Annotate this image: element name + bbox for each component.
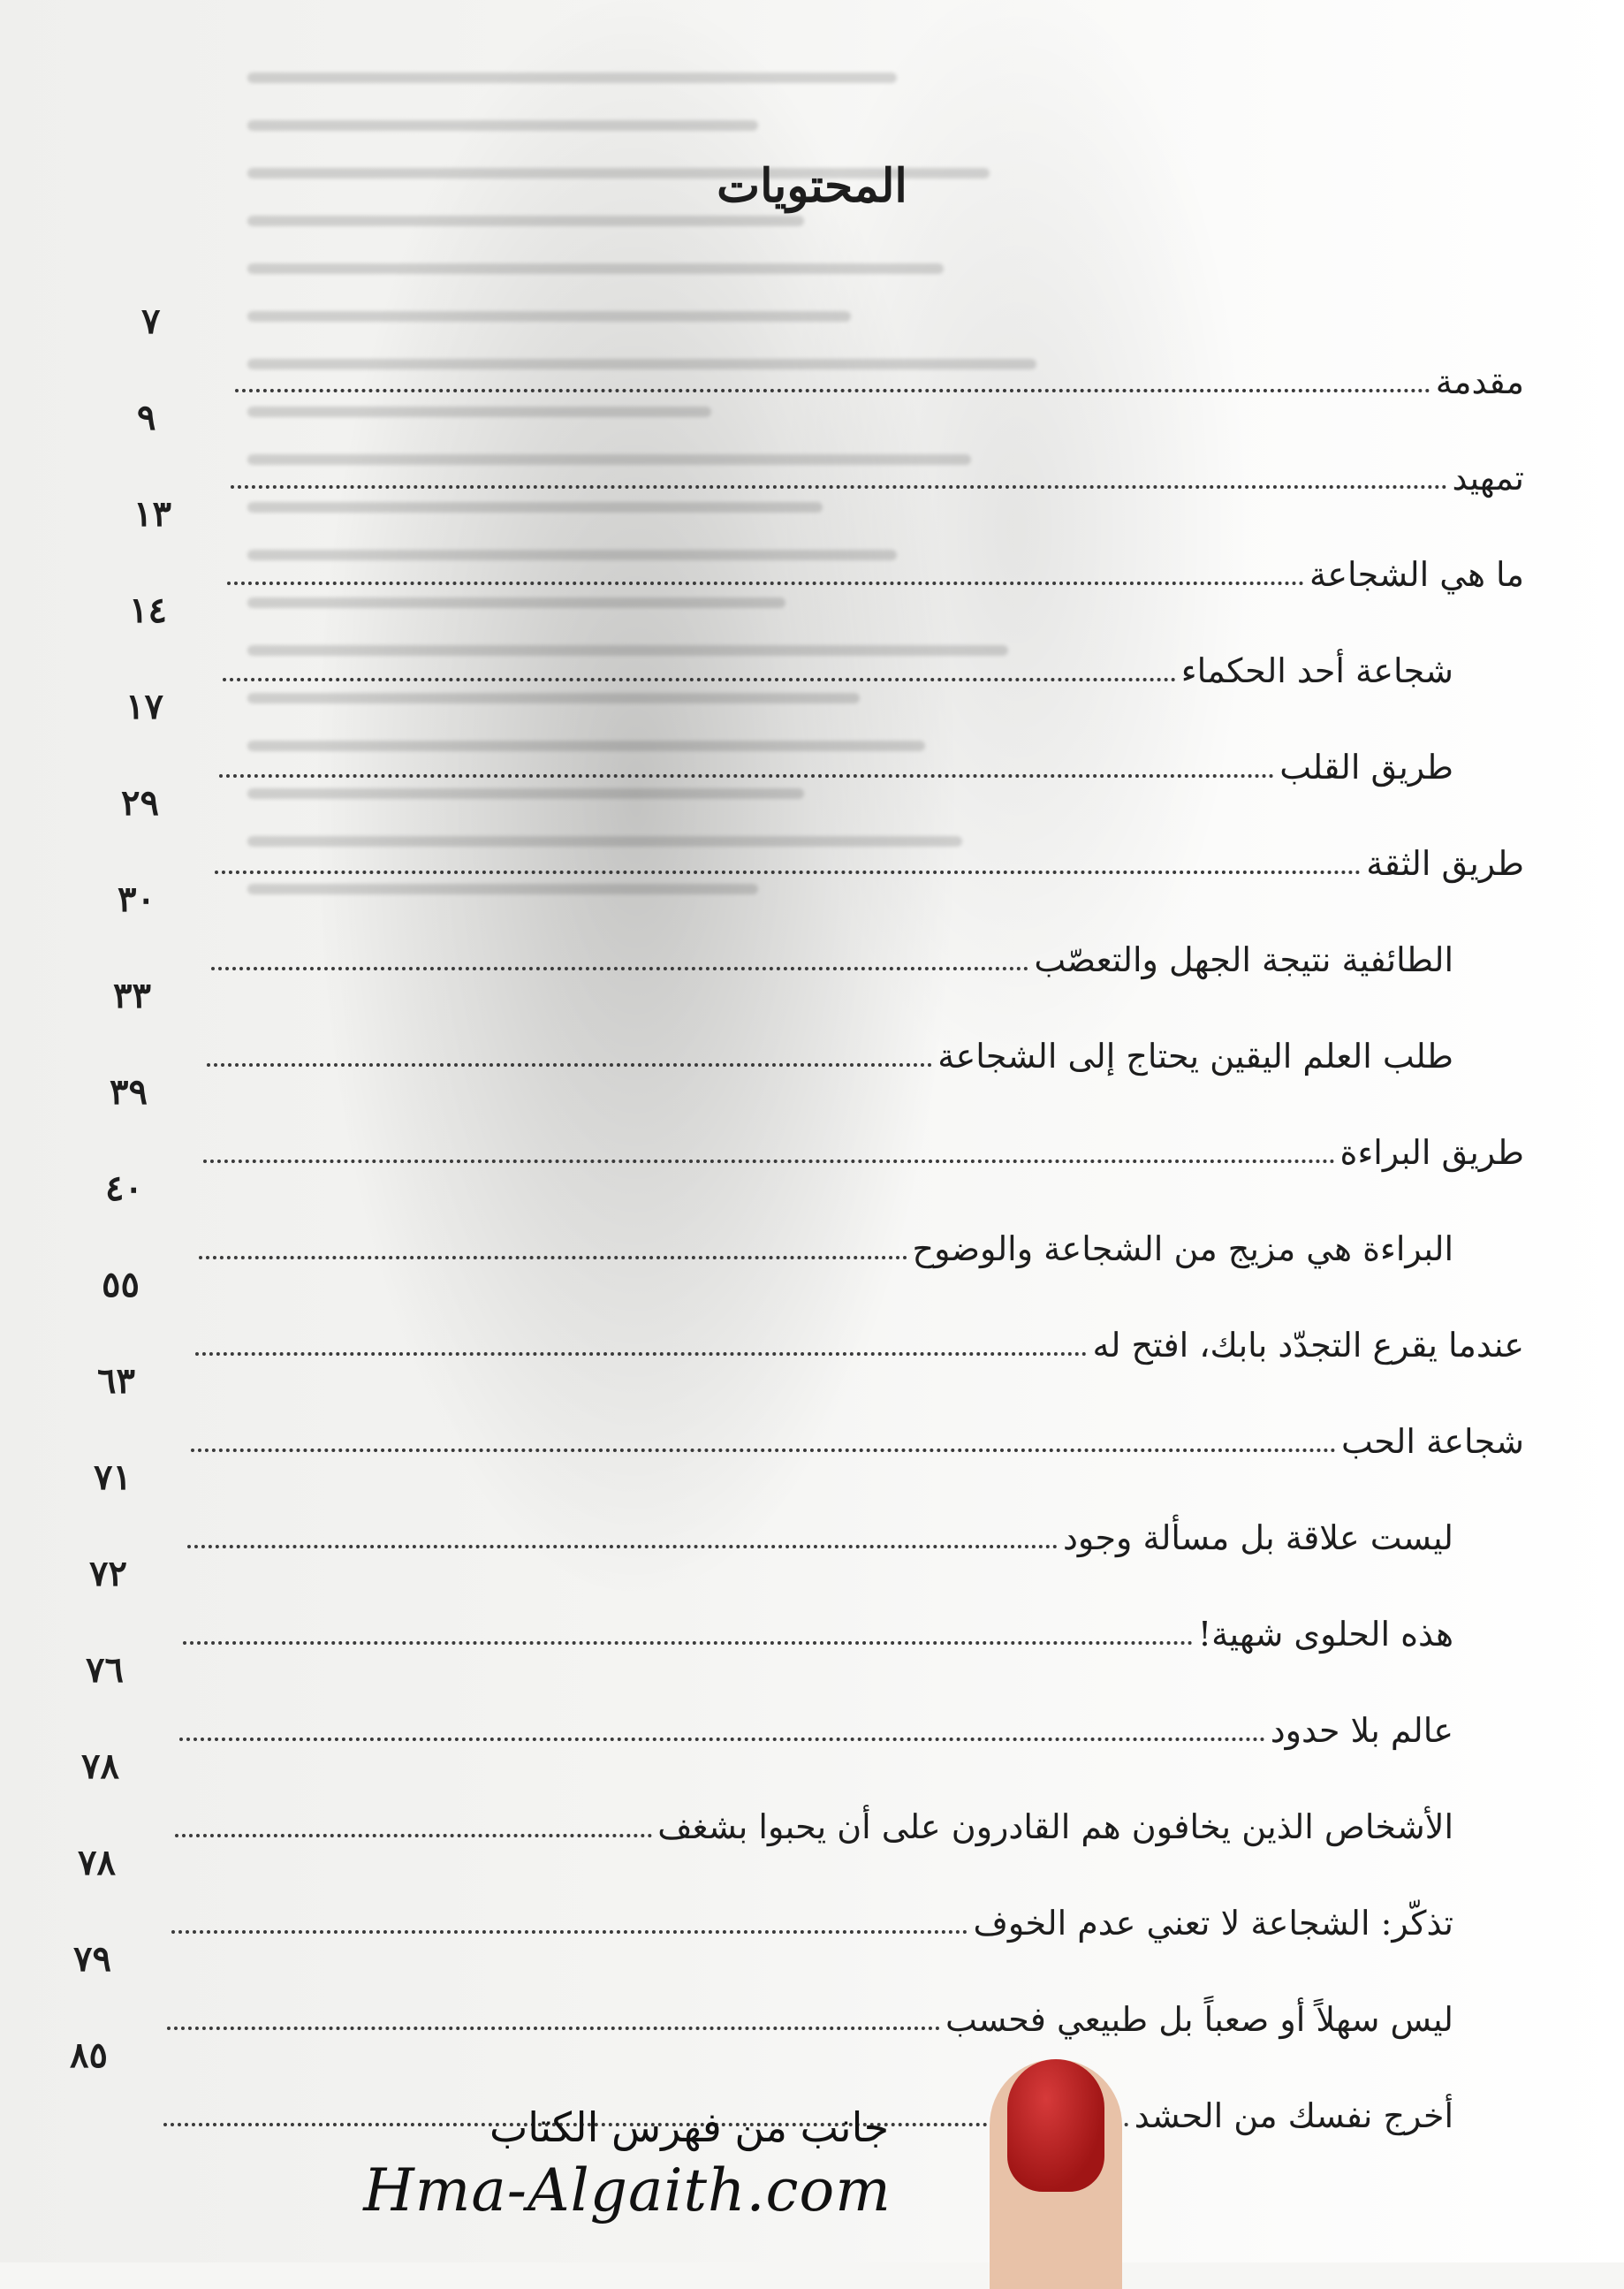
toc-entry-page-number: ٣٣ <box>113 975 151 1016</box>
toc-entry <box>225 459 1524 498</box>
toc-entry-title: شجاعة الحب <box>1340 1422 1524 1461</box>
dot-leader <box>219 771 1274 778</box>
dot-leader <box>211 963 1028 970</box>
toc-entry-page-number: ٤٠ <box>105 1167 143 1209</box>
toc-entry-title: الطائفية نتيجة الجهل والتعصّب <box>1034 940 1453 979</box>
toc-entry-page-number: ٢٩ <box>121 782 159 824</box>
toc-entry <box>162 2000 1453 2039</box>
toc-entry <box>194 1229 1453 1268</box>
toc-entry <box>214 748 1453 787</box>
dot-leader <box>179 1734 1265 1741</box>
dot-leader <box>167 2023 940 2030</box>
dot-leader <box>183 1638 1193 1645</box>
toc-entry <box>209 844 1524 883</box>
toc-entry-title: طريق القلب <box>1279 748 1453 787</box>
toc-entry <box>201 1037 1453 1076</box>
toc-entry-page-number: ٩ <box>137 397 156 438</box>
toc-entry <box>174 1711 1453 1750</box>
toc-entry-page-number: ١٤ <box>129 589 167 631</box>
toc-entry-title: عالم بلا حدود <box>1270 1711 1453 1750</box>
toc-entry-page-number: ٧٨ <box>81 1745 119 1787</box>
dot-leader <box>207 1060 932 1067</box>
toc-entry-title: طريق الثقة <box>1366 844 1524 883</box>
toc-entry-title: طريق البراءة <box>1339 1133 1524 1172</box>
toc-entry-title: أخرج نفسك من الحشد <box>1134 2096 1453 2135</box>
toc-entry <box>170 1807 1453 1846</box>
toc-entry-page-number: ١٧ <box>125 686 163 727</box>
page-title: المحتويات <box>717 159 907 213</box>
toc-entry-title: طلب العلم اليقين يحتاج إلى الشجاعة <box>937 1037 1453 1076</box>
dot-leader <box>203 1156 1335 1163</box>
toc-entry <box>166 1904 1453 1943</box>
caption: جانب من فهرس الكتاب <box>489 2103 890 2151</box>
toc-entry <box>186 1422 1524 1461</box>
toc-entry-page-number: ٦٣ <box>97 1360 135 1402</box>
toc-entry-title: ليس سهلاً أو صعباً بل طبيعي فحسب <box>945 2000 1453 2039</box>
dot-leader <box>199 1252 907 1259</box>
toc-entry-title: عندما يقرع التجدّد بابك، افتح له <box>1092 1326 1524 1365</box>
toc-entry <box>206 940 1453 979</box>
toc-entry <box>222 555 1524 594</box>
dot-leader <box>195 1349 1087 1356</box>
toc-entry <box>182 1518 1453 1557</box>
dot-leader <box>235 385 1430 392</box>
toc-entry-page-number: ٧٦ <box>86 1649 124 1691</box>
toc-entry-page-number: ٨٥ <box>70 2034 108 2076</box>
toc-entry-title: ما هي الشجاعة <box>1309 555 1524 594</box>
toc-entry-page-number: ٥٥ <box>102 1264 140 1305</box>
dot-leader <box>227 578 1304 585</box>
toc-entry-page-number: ١٣ <box>133 493 171 535</box>
toc-entry <box>198 1133 1524 1172</box>
dot-leader <box>191 1445 1336 1452</box>
toc-entry-title: شجاعة أحد الحكماء <box>1180 651 1453 690</box>
toc-entry-title: الأشخاص الذين يخافون هم القادرون على أن يحبوا بشغف <box>657 1807 1453 1846</box>
toc-entry-page-number: ٧٩ <box>73 1938 111 1980</box>
toc-entry-title: ليست علاقة بل مسألة وجود <box>1063 1518 1453 1557</box>
toc-entry <box>217 651 1453 690</box>
toc-entry-title: البراءة هي مزيج من الشجاعة والوضوح <box>912 1229 1453 1268</box>
toc-entry-title: هذه الحلوى شهية! <box>1197 1615 1453 1654</box>
toc-entry-page-number: ٧ <box>141 300 161 342</box>
toc-entry-title: مقدمة <box>1435 362 1524 401</box>
toc-entry-page-number: ٧١ <box>94 1456 132 1498</box>
toc-entry-page-number: ٧٢ <box>89 1553 127 1594</box>
toc-entry-page-number: ٧٨ <box>78 1842 116 1883</box>
toc-entry <box>230 362 1524 401</box>
toc-entry-title: تذكّر: الشجاعة لا تعني عدم الخوف <box>973 1904 1453 1943</box>
dot-leader <box>223 674 1176 681</box>
dot-leader <box>231 482 1447 489</box>
dot-leader <box>171 1927 968 1934</box>
dot-leader <box>187 1541 1058 1548</box>
dot-leader <box>215 867 1361 874</box>
toc-entry <box>190 1326 1524 1365</box>
toc-entry <box>178 1615 1453 1654</box>
toc-entry-page-number: ٣٩ <box>110 1071 148 1113</box>
watermark: Hma-Algaith.com <box>363 2156 892 2224</box>
toc-entry-title: تمهيد <box>1452 459 1524 498</box>
dot-leader <box>175 1830 652 1837</box>
toc-entry-page-number: ٣٠ <box>118 878 156 920</box>
